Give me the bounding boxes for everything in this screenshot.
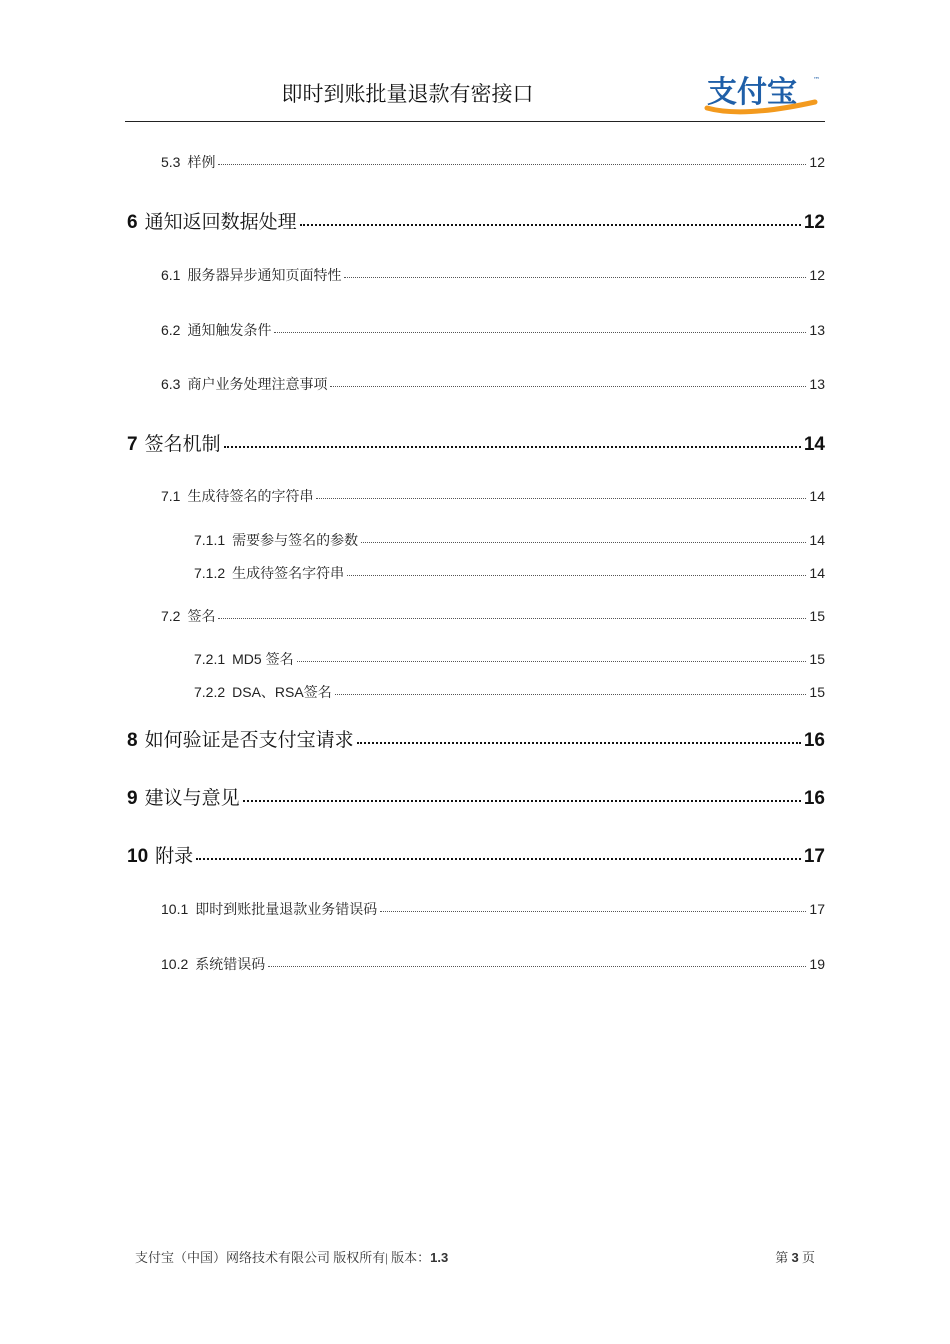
toc-dot-leader	[344, 277, 806, 278]
toc-entry-number: 6.1	[161, 267, 181, 283]
toc-entry-number: 10.1	[161, 901, 189, 917]
toc-entry-number: 7.1.1	[194, 532, 226, 548]
toc-entry-number: 7	[127, 434, 138, 455]
toc-entry-page: 15	[809, 608, 825, 624]
toc-dot-leader	[347, 575, 806, 576]
toc-entry-page: 14	[809, 532, 825, 548]
page-prefix: 第	[775, 1250, 789, 1265]
toc-dot-leader	[218, 618, 806, 619]
footer-copyright	[135, 1247, 448, 1266]
toc-dot-leader	[330, 386, 806, 387]
toc-entry-title: 商户业务处理注意事项	[187, 376, 328, 392]
toc-dot-leader	[274, 332, 806, 333]
toc-entry-level-2[interactable]	[161, 320, 825, 340]
toc-entry-number: 9	[127, 788, 138, 809]
toc-entry-title: 通知触发条件	[187, 322, 272, 338]
toc-entry-page: 13	[809, 322, 825, 338]
toc-entry-number: 8	[127, 730, 138, 751]
toc-entry-level-1[interactable]	[127, 207, 825, 234]
toc-entry-level-3[interactable]	[194, 682, 825, 702]
toc-entry-level-2[interactable]	[161, 954, 825, 974]
toc-entry-page: 17	[803, 846, 825, 867]
toc-entry-page: 14	[803, 434, 825, 455]
toc-entry-title: 即时到账批量退款业务错误码	[195, 901, 378, 917]
toc-entry-number: 6	[127, 212, 138, 233]
toc-entry-title: 生成待签名的字符串	[187, 488, 314, 504]
page-number: 3	[791, 1250, 799, 1265]
toc-entry-page: 19	[809, 956, 825, 972]
toc-entry-level-2[interactable]	[161, 265, 825, 285]
toc-entry-level-2[interactable]	[161, 606, 825, 626]
toc-dot-leader	[196, 858, 801, 860]
toc-dot-leader	[243, 800, 801, 802]
toc-entry-level-1[interactable]	[127, 429, 825, 456]
toc-entry-number: 10	[127, 846, 149, 867]
alipay-logo	[703, 72, 825, 116]
toc-entry-title: 签名机制	[144, 434, 221, 455]
toc-entry-number: 6.2	[161, 322, 181, 338]
toc-entry-level-3[interactable]	[194, 563, 825, 583]
toc-entry-page: 12	[809, 267, 825, 283]
toc-entry-level-2[interactable]	[161, 152, 825, 172]
toc-entry-title: 如何验证是否支付宝请求	[144, 730, 354, 751]
toc-dot-leader	[300, 224, 801, 226]
toc-entry-level-3[interactable]	[194, 530, 825, 550]
toc-entry-number: 7.2.2	[194, 684, 226, 700]
toc-entry-page: 15	[809, 684, 825, 700]
toc-entry-level-2[interactable]	[161, 486, 825, 506]
toc-dot-leader	[361, 542, 806, 543]
toc-dot-leader	[268, 966, 806, 967]
toc-entry-number: 7.1	[161, 488, 181, 504]
logo-text: 支付宝	[707, 75, 797, 110]
footer-page-number	[775, 1247, 815, 1266]
document-title: 即时到账批量退款有密接口	[281, 83, 534, 106]
page-suffix: 页	[801, 1250, 815, 1265]
toc-dot-leader	[335, 694, 807, 695]
toc-entry-level-2[interactable]	[161, 899, 825, 919]
toc-entry-level-3[interactable]	[194, 649, 825, 669]
toc-entry-title: 附录	[155, 846, 194, 867]
toc-entry-title: 需要参与签名的参数	[232, 532, 359, 548]
toc-entry-title: 签名	[187, 608, 216, 624]
toc-entry-level-1[interactable]	[127, 783, 825, 810]
copyright-text: 支付宝（中国）网络技术有限公司 版权所有| 版本：	[135, 1250, 431, 1265]
logo-trademark: ™	[813, 76, 820, 84]
toc-entry-page: 12	[803, 212, 825, 233]
toc-entry-title: 建议与意见	[144, 788, 240, 809]
toc-entry-page: 16	[803, 730, 825, 751]
toc-entry-page: 17	[809, 901, 825, 917]
toc-entry-level-1[interactable]	[127, 725, 825, 752]
toc-entry-title: DSA、RSA签名	[232, 684, 332, 700]
toc-entry-level-2[interactable]	[161, 374, 825, 394]
toc-entry-number: 7.2	[161, 608, 181, 624]
toc-entry-number: 7.2.1	[194, 651, 226, 667]
toc-entry-page: 14	[809, 565, 825, 581]
toc-entry-title: 样例	[187, 154, 216, 170]
toc-entry-number: 5.3	[161, 154, 181, 170]
toc-dot-leader	[357, 742, 801, 744]
toc-entry-number: 6.3	[161, 376, 181, 392]
toc-entry-title: 系统错误码	[195, 956, 266, 972]
toc-dot-leader	[218, 164, 806, 165]
toc-entry-number: 10.2	[161, 956, 189, 972]
toc-entry-title: 通知返回数据处理	[144, 212, 297, 233]
toc-entry-title: 生成待签名字符串	[232, 565, 345, 581]
toc-entry-level-1[interactable]	[127, 841, 825, 868]
toc-entry-page: 13	[809, 376, 825, 392]
toc-entry-page: 14	[809, 488, 825, 504]
header-divider	[125, 121, 825, 122]
toc-dot-leader	[380, 911, 806, 912]
toc-entry-number: 7.1.2	[194, 565, 226, 581]
toc-entry-page: 12	[809, 154, 825, 170]
toc-entry-title: MD5 签名	[232, 651, 294, 667]
version-number: 1.3	[430, 1250, 449, 1265]
toc-dot-leader	[316, 498, 806, 499]
toc-entry-title: 服务器异步通知页面特性	[187, 267, 342, 283]
toc-dot-leader	[297, 661, 807, 662]
toc-dot-leader	[224, 446, 801, 448]
toc-entry-page: 15	[809, 651, 825, 667]
toc-entry-page: 16	[803, 788, 825, 809]
